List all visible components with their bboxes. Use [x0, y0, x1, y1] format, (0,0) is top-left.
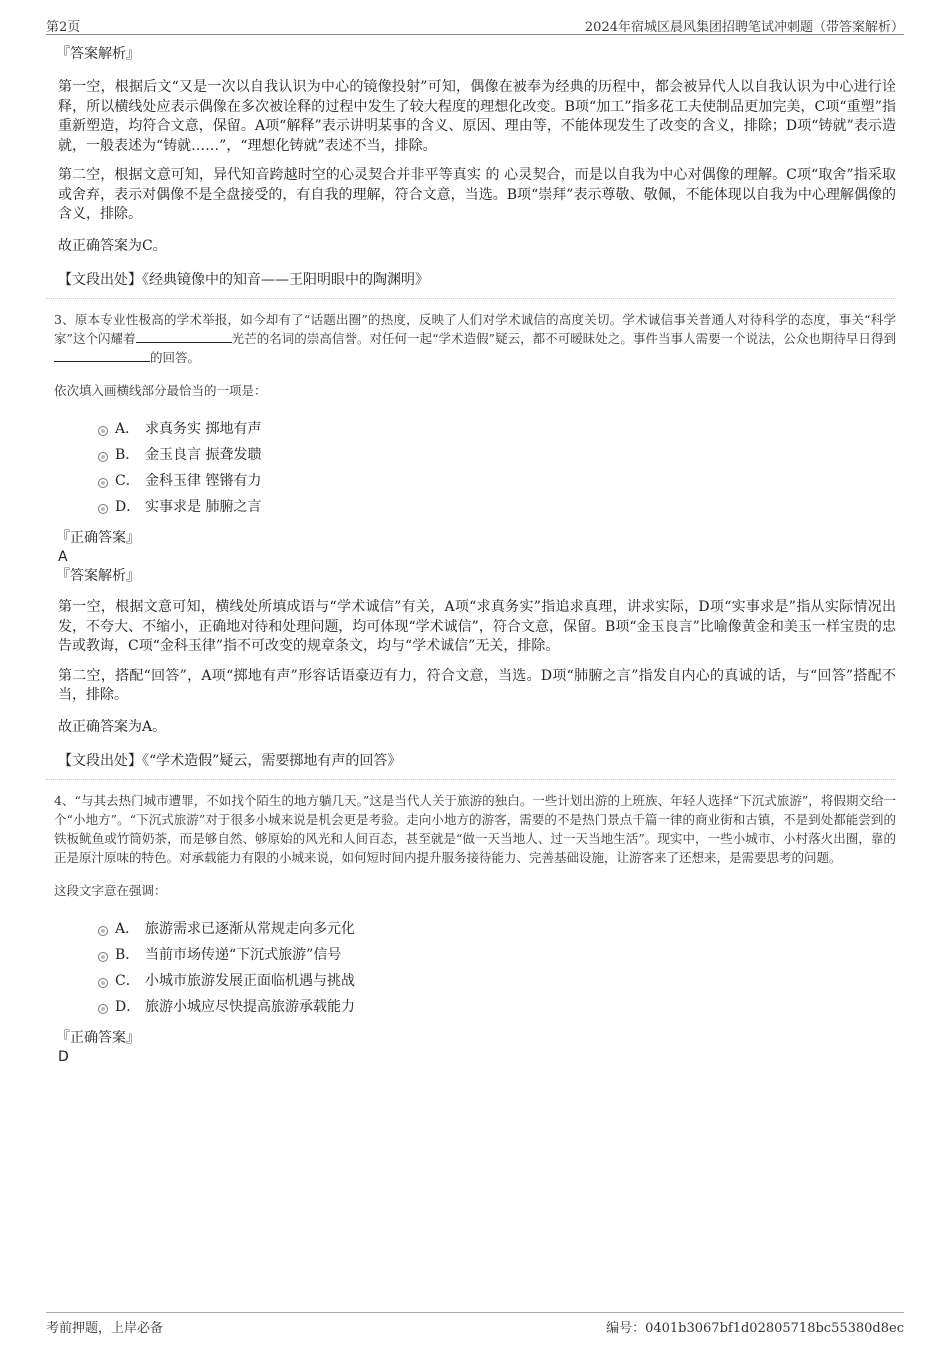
q2-analysis-p1: 第一空，根据后文“又是一次以自我认识为中心的镜像投射”可知，偶像在被奉为经典的历程中，都会被异代人以自我认识为中心进行诠释，所以横线处应表示偶像在多次被诠释的过程中发生了较大程度的理想化改变。B项“加工”指多花工夫使制品更加完美，C项“重塑”指重新塑造，均符合文意，保留。A项“解释”表示讲明某事的含义、原因、理由等，不能体现发生了改变的含义，排除；D项“铸就”表示造就，一般表述为“铸就……”，“理想化铸就”表述不当，排除。 — [58, 79, 896, 154]
radio-icon[interactable] — [98, 926, 108, 936]
q4-prompt: 这段文字意在强调： — [54, 883, 167, 898]
q2-section — [54, 44, 896, 290]
q4-stem: 4、“与其去热门城市遭罪，不如找个陌生的地方躺几天。”这是当代人关于旅游的独白。一些计划出游的上班族、年轻人选择“下沉式旅游”，将假期交给一个“小地方”。“下沉式旅游”对于很多小城来说是机会更是考验。走向小地方的游客，需要的不是热门景点千篇一律的商业街和古镇，不是到处都能尝到的铁板鱿鱼或竹筒奶茶，而是够自然、够原始的风光和人间百态，甚至就是“做一天当地人、过一天当地生活”。现实中，一些小城市、小村落火出圈，靠的正是原汁原味的特色。对承载能力有限的小城来说，如何短时间内提升服务接待能力、完善基础设施，让游客来了还想来，是需要思考的问题。 — [54, 793, 896, 865]
q3-stem-part-c: 的回答。 — [150, 350, 201, 365]
q4-option-b[interactable]: B． 当前市场传递“下沉式旅游”信号 — [54, 942, 896, 968]
divider — [46, 779, 896, 781]
divider — [46, 298, 896, 300]
q4-options — [54, 916, 896, 1020]
q4-option-c[interactable]: C． 小城市旅游发展正面临机遇与挑战 — [54, 968, 896, 994]
document-id: 编号：0401b3067bf1d02805718bc55380d8ec — [606, 1321, 904, 1336]
q2-source: 【文段出处】《经典镜像中的知音——王阳明眼中的陶渊明》 — [58, 272, 429, 288]
main-content — [54, 44, 896, 1066]
q2-analysis-p2: 第二空，根据文意可知，异代知音跨越时空的心灵契合并非平等真实 的 心灵契合，而是以自我为中心对偶像的理解。C项“取舍”指采取或舍弃，表示对偶像不是全盘接受的，有自我的理解，符合文意，当选。B项“崇拜”表示尊敬、敬佩，不能体现以自我为中心理解偶像的含义，排除。 — [58, 167, 896, 222]
q3-option-c[interactable]: C． 金科玉律 铿锵有力 — [54, 468, 896, 494]
q3-stem-part-a: 3、原本专业性极高的学术举报，如今却有了“话题出圈”的热度，反映了人们对学术诚信的高度关切。学术诚信事关普通人对待科学的态度，事关“科学家”这个闪耀着 — [54, 312, 896, 346]
page-footer — [46, 1312, 904, 1336]
radio-icon[interactable] — [98, 426, 108, 436]
q3-analysis-p1: 第一空，根据文意可知，横线处所填成语与“学术诚信”有关，A项“求真务实”指追求真理，讲求实际，D项“实事求是”指从实际情况出发，不夸大、不缩小，正确地对待和处理问题，均可体现“学术诚信”，符合文意，保留。B项“金玉良言”比喻像黄金和美玉一样宝贵的忠告或教诲，C项“金科玉律”指不可改变的规章条文，均与“学术诚信”无关，排除。 — [58, 599, 896, 654]
q3-answer-label: 『正确答案』 — [56, 530, 140, 546]
q3-blank-2 — [54, 349, 150, 362]
q3-stem — [54, 310, 896, 367]
radio-icon[interactable] — [98, 1004, 108, 1014]
q4-answer-label: 『正确答案』 — [56, 1030, 140, 1046]
q3-analysis-p2: 第二空，搭配“回答”，A项“掷地有声”形容话语豪迈有力，符合文意，当选。D项“肺腑之言”指发自内心的真诚的话，与“回答”搭配不当，排除。 — [58, 667, 896, 703]
q3-blank-1 — [136, 330, 232, 343]
radio-icon[interactable] — [98, 478, 108, 488]
q3-analysis-p3: 故正确答案为A。 — [58, 718, 167, 735]
page-header — [46, 14, 904, 35]
q2-analysis-p3: 故正确答案为C。 — [58, 237, 167, 254]
q3-source: 【文段出处】《“学术造假”疑云，需要掷地有声的回答》 — [58, 753, 402, 769]
q3-option-b[interactable]: B． 金玉良言 振聋发聩 — [54, 442, 896, 468]
q3-option-d[interactable]: D． 实事求是 肺腑之言 — [54, 494, 896, 520]
q3-option-a[interactable]: A． 求真务实 掷地有声 — [54, 416, 896, 442]
q3-section — [54, 310, 896, 771]
q4-answer: D — [58, 1049, 69, 1065]
radio-icon[interactable] — [98, 504, 108, 514]
q2-analysis-label: 『答案解析』 — [56, 46, 140, 62]
radio-icon[interactable] — [98, 952, 108, 962]
radio-icon[interactable] — [98, 978, 108, 988]
q4-option-d[interactable]: D． 旅游小城应尽快提高旅游承载能力 — [54, 994, 896, 1020]
q3-answer: A — [58, 549, 68, 565]
q4-option-a[interactable]: A． 旅游需求已逐渐从常规走向多元化 — [54, 916, 896, 942]
q3-stem-part-b: 光芒的名词的崇高信誉。对任何一起“学术造假”疑云，都不可暧昧处之。事件当事人需要一个说法，公众也期待早日得到 — [231, 331, 896, 346]
page-number: 第2页 — [46, 20, 81, 35]
q3-analysis-label: 『答案解析』 — [56, 568, 140, 584]
footer-slogan: 考前押题，上岸必备 — [46, 1321, 164, 1336]
document-title: 2024年宿城区晨风集团招聘笔试冲刺题（带答案解析） — [584, 20, 904, 35]
q3-prompt: 依次填入画横线部分最恰当的一项是： — [54, 383, 267, 398]
q3-options — [54, 416, 896, 520]
radio-icon[interactable] — [98, 452, 108, 462]
q4-section — [54, 791, 896, 1066]
